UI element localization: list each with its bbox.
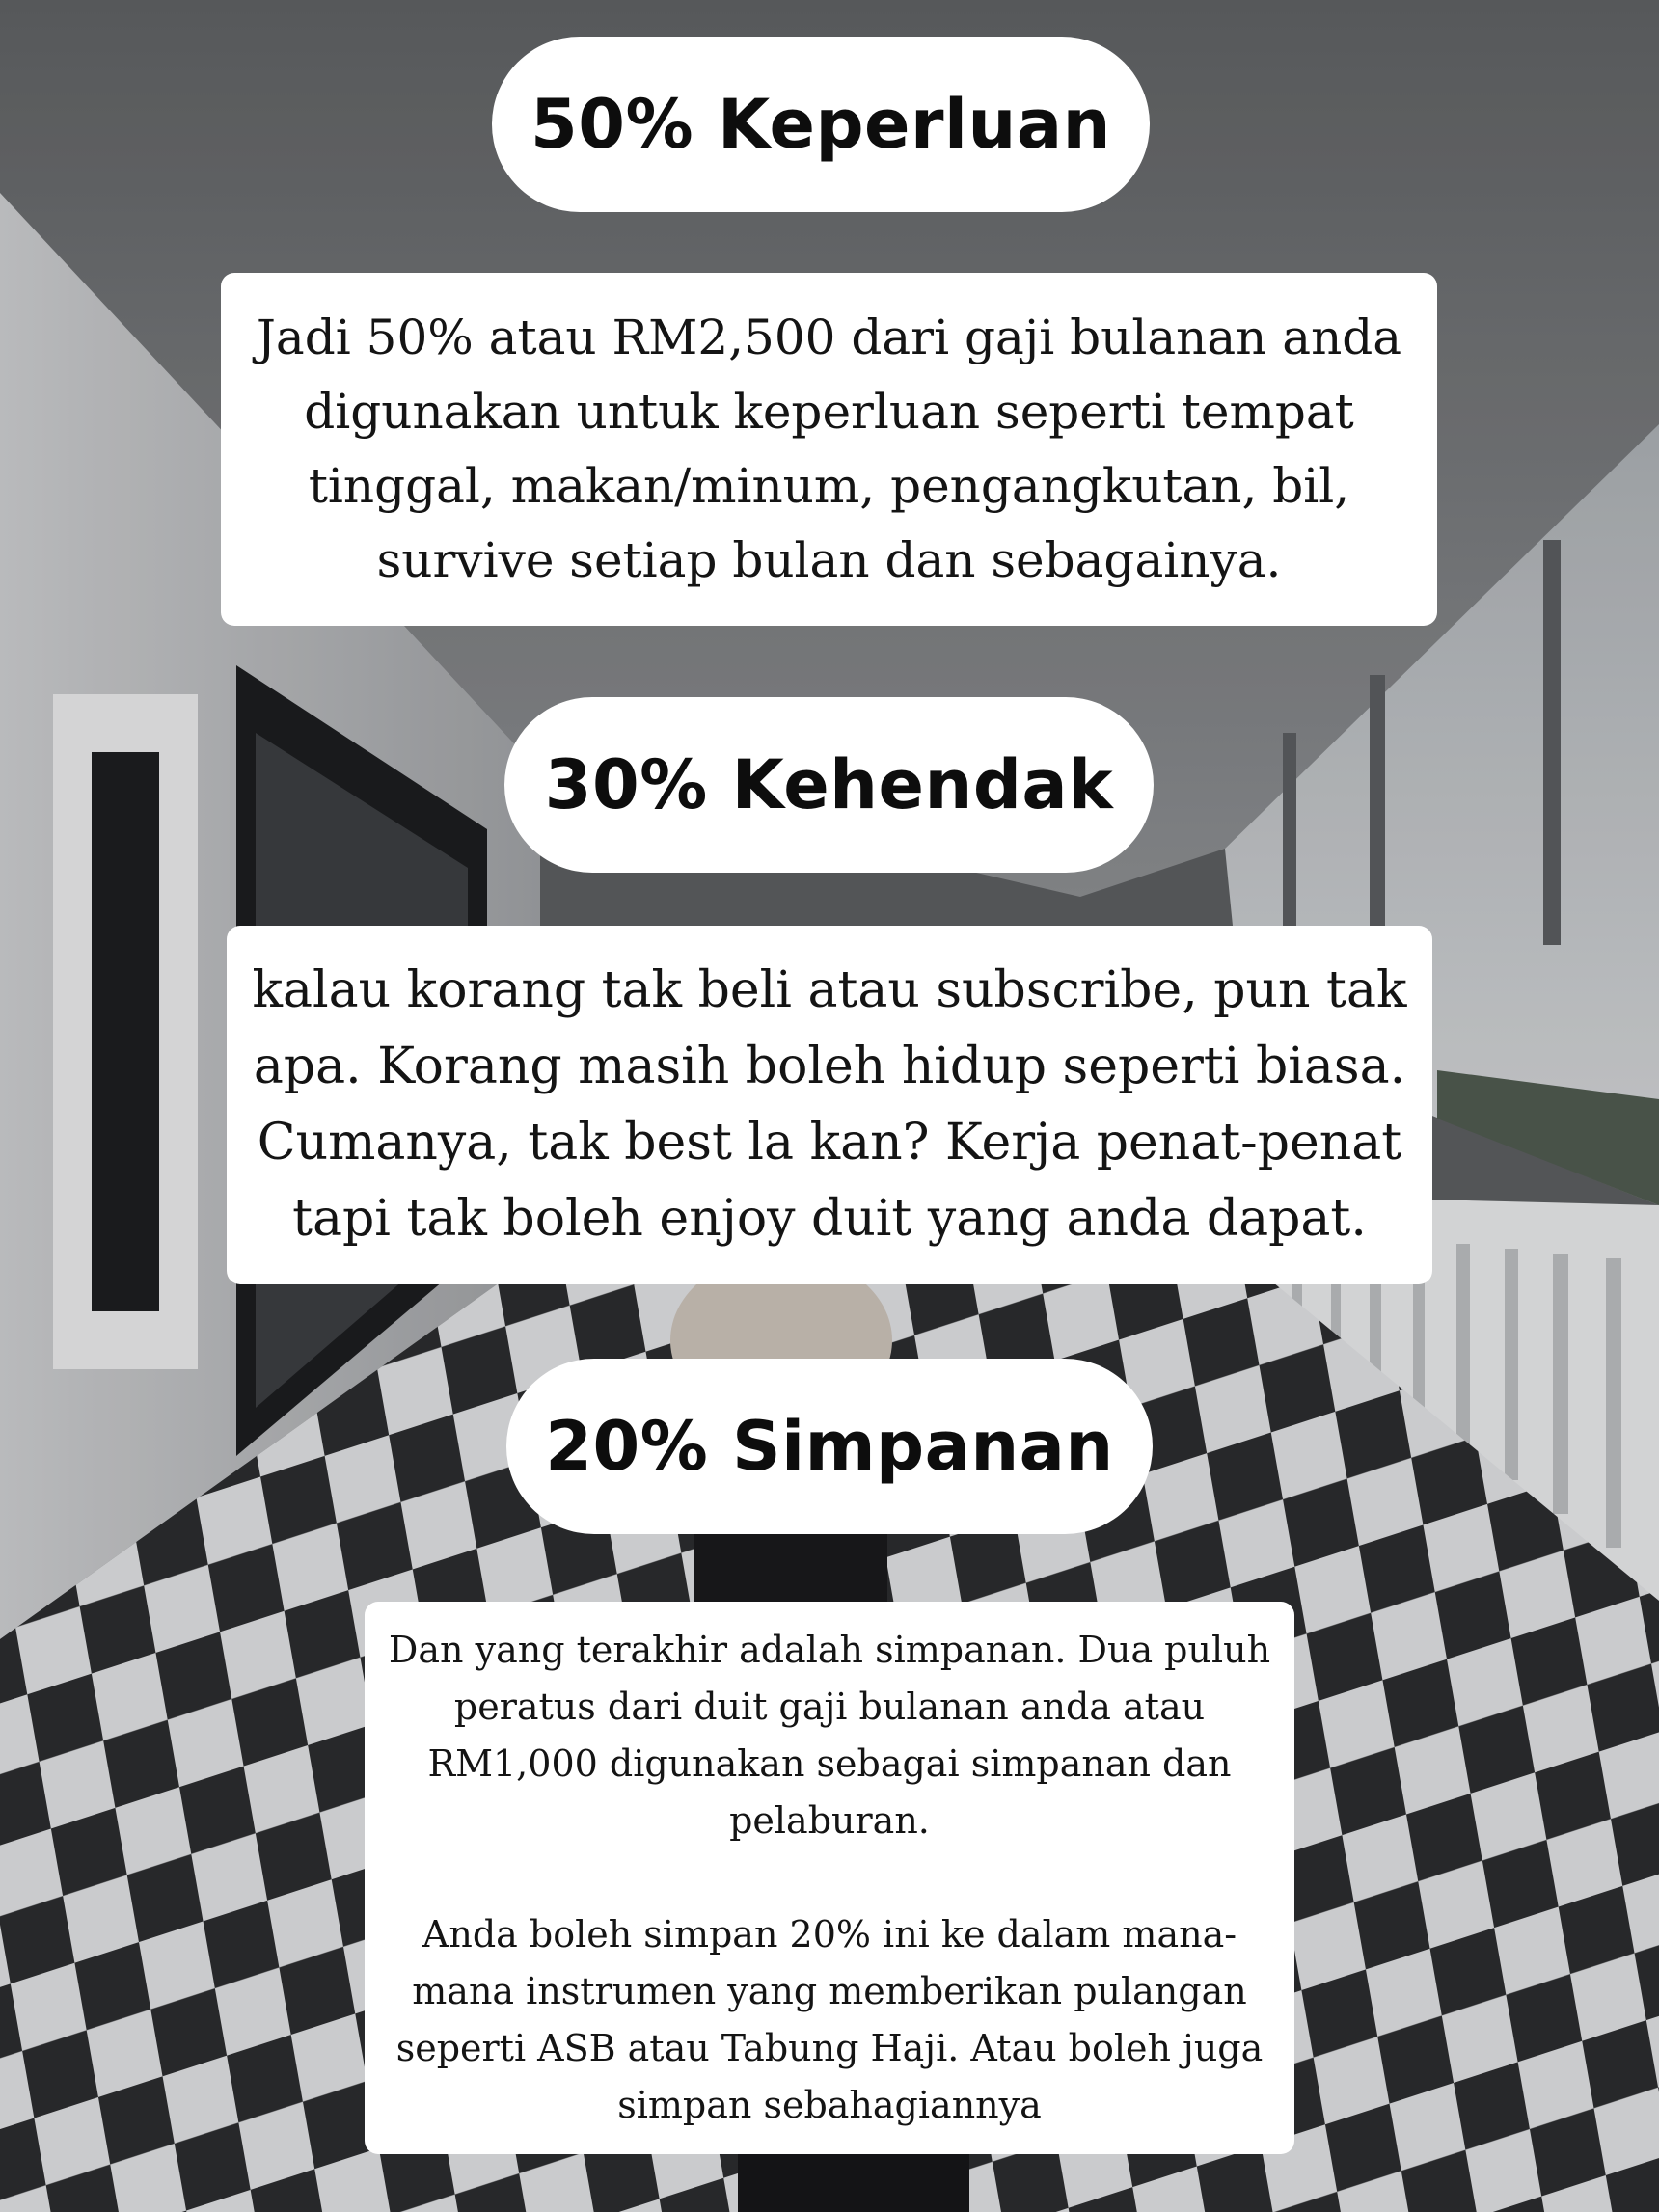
heading-simpanan: 20% Simpanan xyxy=(545,1407,1114,1486)
keperluan-body: Jadi 50% atau RM2,500 dari gaji bulanan anda digunakan untuk keperluan seperti tempat tinggal, makan/minum, pengangkutan, bil, survive setiap bulan dan sebagainya. xyxy=(256,310,1402,588)
heading-simpanan-pill xyxy=(506,1359,1153,1534)
heading-kehendak-pill xyxy=(504,697,1154,873)
simpanan-card xyxy=(365,1602,1294,2154)
keperluan-card xyxy=(221,273,1437,626)
heading-keperluan: 50% Keperluan xyxy=(530,85,1111,164)
kehendak-card xyxy=(227,926,1432,1284)
kehendak-body: kalau korang tak beli atau subscribe, pun tak apa. Korang masih boleh hidup seperti biasa. Cumanya, tak best la kan? Kerja penat-penat tapi tak boleh enjoy duit yang anda dapat. xyxy=(252,961,1407,1248)
simpanan-body-paragraph-2: Anda boleh simpan 20% ini ke dalam mana-mana instrumen yang memberikan pulangan seperti ASB atau Tabung Haji. Atau boleh juga simpan sebahagiannya xyxy=(395,1913,1264,2126)
simpanan-body-paragraph-1: Dan yang terakhir adalah simpanan. Dua puluh peratus dari duit gaji bulanan anda atau RM1,000 digunakan sebagai simpanan dan pelaburan. xyxy=(388,1629,1271,1842)
heading-kehendak: 30% Kehendak xyxy=(544,745,1114,824)
heading-keperluan-pill xyxy=(492,37,1150,212)
